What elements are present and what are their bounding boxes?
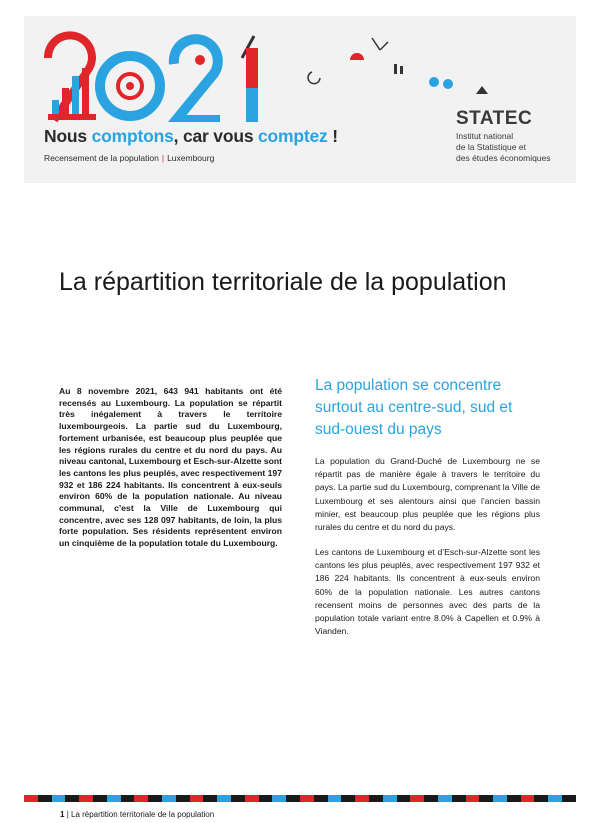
stripe-segment	[369, 795, 383, 802]
census-country: Luxembourg	[167, 153, 215, 163]
page-number: 1	[60, 810, 65, 819]
intro-summary: Au 8 novembre 2021, 643 941 habitants ont été recensés au Luxembourg. La population se répartit très inégalement à travers le territoire luxembourgeois. La partie sud du Luxembourg, fortement urbanisée, est beaucoup plus peuplée que les régions rurales du centre et du nord du pays. Au niveau cantonal, Luxembourg et Esch-sur-Alzette sont les cantons les plus peuplés, avec respectivement 197 932 et 186 224 habitants. Ils concentrent à eux-seuls environ 60% de la population nationale. Au niveau communal, c’est la Ville de Luxembourg qui concentre, avec ses 128 097 habitants, de loin, la plus forte population. Ses résidents représentent environ un cinquième de la population totale du Luxembourg.	[59, 386, 282, 549]
stripe-segment	[190, 795, 204, 802]
campaign-tagline	[44, 126, 338, 147]
stripe-segment	[79, 795, 93, 802]
stripe-segment	[38, 795, 52, 802]
tagline-part: , car vous	[173, 126, 259, 146]
stripe-segment	[148, 795, 162, 802]
section-heading: La population se concentre surtout au centre-sud, sud et sud-ouest du pays	[315, 377, 513, 438]
digit-1-graphic	[242, 36, 258, 122]
stripe-segment	[162, 795, 176, 802]
tagline-part: !	[327, 126, 338, 146]
scattered-shapes	[308, 38, 488, 94]
stripe-segment	[355, 795, 369, 802]
page-footer	[60, 810, 214, 819]
stripe-segment	[176, 795, 190, 802]
census-label	[44, 153, 214, 163]
stripe-segment	[217, 795, 231, 802]
stripe-segment	[24, 795, 38, 802]
digit-2-left-graphic	[48, 35, 96, 120]
stripe-segment	[466, 795, 480, 802]
stripe-segment	[286, 795, 300, 802]
stripe-segment	[300, 795, 314, 802]
footer-separator: |	[66, 810, 69, 819]
stripe-segment	[548, 795, 562, 802]
stripe-segment	[562, 795, 576, 802]
stripe-segment	[383, 795, 397, 802]
stripe-segment	[52, 795, 66, 802]
stripe-segment	[521, 795, 535, 802]
statec-description	[456, 131, 566, 164]
stripe-segment	[328, 795, 342, 802]
statec-logo-text: STATEC	[456, 108, 533, 129]
census-separator: |	[161, 153, 165, 163]
stripe-segment	[410, 795, 424, 802]
stripe-segment	[272, 795, 286, 802]
footer-text: La répartition territoriale de la population	[71, 810, 215, 819]
stripe-segment	[107, 795, 121, 802]
stripe-segment	[231, 795, 245, 802]
stripe-segment	[65, 795, 79, 802]
stripe-segment	[93, 795, 107, 802]
section-paragraph-2: Les cantons de Luxembourg et d’Esch-sur-Alzette sont les cantons les plus peuplés, avec respectivement 197 932 et 186 224 habitants. Ils concentrent à eux-seuls environ 60% de la population nationale. Les autres cantons recensent moins de personnes avec des parts de la population totale variant entre 8.0% à Capellen et 0.9% à Vianden.	[315, 547, 540, 637]
stripe-segment	[397, 795, 411, 802]
digit-2-right-graphic	[174, 39, 220, 120]
stripe-segment	[452, 795, 466, 802]
stripe-segment	[245, 795, 259, 802]
statec-desc-line: Institut national	[456, 131, 514, 141]
footer-color-stripe	[24, 795, 576, 802]
stripe-segment	[493, 795, 507, 802]
tagline-highlight: comptez	[258, 126, 328, 146]
tagline-part: Nous	[44, 126, 92, 146]
stripe-segment	[479, 795, 493, 802]
stripe-segment	[424, 795, 438, 802]
header-banner	[24, 16, 576, 183]
digit-0-graphic	[100, 56, 160, 116]
statec-desc-line: des études économiques	[456, 153, 551, 163]
census-label-text: Recensement de la population	[44, 153, 159, 163]
stripe-segment	[259, 795, 273, 802]
page-title: La répartition territoriale de la population	[59, 268, 507, 296]
stripe-segment	[121, 795, 135, 802]
tagline-highlight: comptons	[91, 126, 174, 146]
stripe-segment	[134, 795, 148, 802]
stripe-segment	[341, 795, 355, 802]
stripe-segment	[438, 795, 452, 802]
stripe-segment	[314, 795, 328, 802]
stripe-segment	[534, 795, 548, 802]
stripe-segment	[203, 795, 217, 802]
stripe-segment	[507, 795, 521, 802]
statec-desc-line: de la Statistique et	[456, 142, 526, 152]
section-paragraph-1: La population du Grand-Duché de Luxembourg ne se répartit pas de manière égale à travers le territoire du pays. La partie sud du Luxembourg, comprenant la Ville de Luxembourg et ses alentours ainsi que l’ancien bassin minier, est beaucoup plus peuplée que les régions plus rurales du centre et du nord du pays.	[315, 456, 540, 533]
